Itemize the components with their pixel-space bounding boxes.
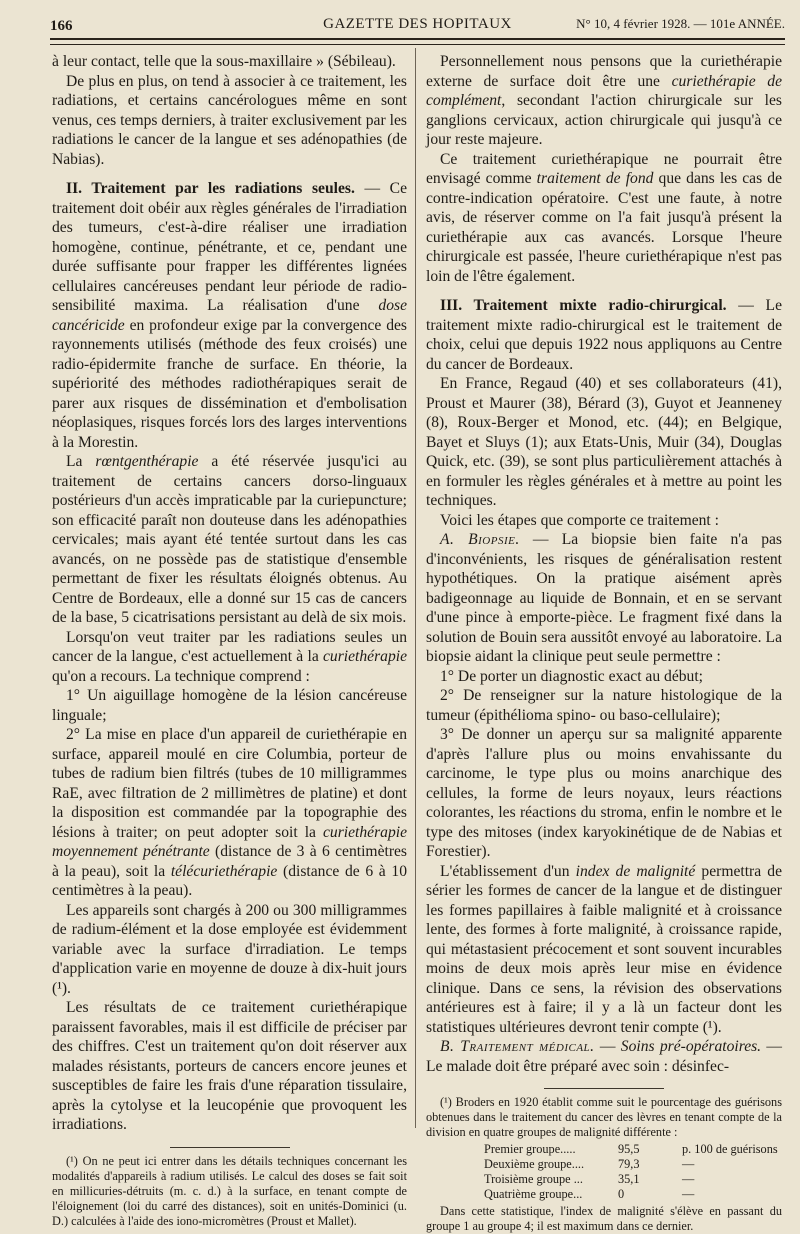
list-item: 1° Un aiguillage homogène de la lésion cancéreuse linguale; [52, 687, 407, 724]
page-header [50, 10, 785, 36]
footnote-rule [170, 1147, 290, 1148]
footnote: (¹) On ne peut ici entrer dans les détails techniques concernant les modalités d'appareils à radium utilisés. Le calcul des doses se fait soit en millicuries-détruits (m. c. d.) à la surface, en tenant compte de l'éloignement (loi du carré des distances), soit en unités-Dominici (u. D.) calculées à l'aide des iono-micromètres (Proust et Mallet). [52, 1153, 407, 1228]
list-item: 2° De renseigner sur la nature histologique de la tumeur (épithélioma spino- ou baso-cellulaire); [426, 687, 782, 724]
section-paragraph: III. Traitement mixte radio-chirurgical. — Le traitement mixte radio-chirurgical est le traitement de choix, celui que depuis 1922 nous appliquons au Centre du cancer de Bordeaux. [426, 297, 782, 373]
paragraph: Voici les étapes que comporte ce traitement : [440, 511, 719, 529]
left-column [52, 52, 407, 1229]
paragraph: La rœntgenthérapie a été réservée jusqu'ici au traitement de certains cancers dorso-linguaux postérieurs d'un accès impraticable par la curiepuncture; son efficacité paraît non douteuse dans les adénopathies cervicales; mais ayant été tentée surtout dans les cas avancés, on ne possède pas de statistique d'ensemble permettant de fixer les résultats éloignés obtenus. Au Centre de Bordeaux, elle a donné sur 15 cas de cancers de la base, 5 cicatrisations persistant au delà de six mois. [52, 453, 407, 626]
issue-info: N° 10, 4 février 1928. — 101e ANNÉE. [576, 16, 785, 31]
paragraph: à leur contact, telle que la sous-maxillaire » (Sébileau). [52, 53, 396, 70]
header-rule [50, 38, 785, 40]
table-row: Troisième groupe ... 35,1 — [484, 1172, 695, 1186]
column-divider [415, 48, 416, 1128]
subsection-paragraph: B. Traitement médical. — Soins pré-opératoires. — Le malade doit être préparé avec soin : désinfec- [426, 1038, 782, 1075]
list-item: 3° De donner un aperçu sur sa malignité apparente d'après l'allure plus ou moins envahissante du carcinome, le type plus ou moins anarchique des cellules, la forme de leurs noyaux, leurs réactions colorantes, les réactions du stroma, enfin le nombre et le type des mitoses (index karyokinétique de de Nabias et Forestier). [426, 726, 782, 860]
table-row: Premier groupe..... 95,5 p. 100 de guérisons [484, 1142, 778, 1156]
list-item: 1° De porter un diagnostic exact au début; [440, 667, 704, 685]
footnote-rule [544, 1088, 664, 1089]
paragraph: Personnellement nous pensons que la curiethérapie externe de surface doit être une curiethérapie de complément, secondant l'action chirurgicale sur les ganglions cervicaux, action chirurgicale qui jusqu'à ce jour reste majeure. [426, 53, 782, 148]
page-number: 166 [50, 18, 73, 34]
section-heading: II. Traitement par les radiations seules. [66, 180, 355, 197]
footnote: Dans cette statistique, l'index de malignité s'élève en passant du groupe 1 au groupe 4; il est maximum dans ce dernier. [426, 1204, 782, 1233]
table-row: Quatrième groupe... 0 — [484, 1187, 695, 1201]
paragraph: En France, Regaud (40) et ses collaborateurs (41), Proust et Maurer (38), Bérard (3), Guyot et Jeanneney (8), Roux-Berger et Monod, etc. (44); en Belgique, Bayet et Sluys (1); aux Etats-Unis, Muir (34), Douglas Quick, etc. (39), se sont plus particulièrement attachés à en formuler les règles générales et à mettre au point les techniques. [426, 375, 782, 509]
subsection-paragraph: A. Biopsie. — La biopsie bien faite n'a pas d'inconvénients, les risques de généralisation restent hypothétiques. On la pratique aisément après badigeonnage au liquide de Bonnain, et en se servant d'une pince à emporte-pièce. Le fragment fixé dans la solution de Bouin sera aussitôt envoyé au laboratoire. La biopsie aidant la clinique peut seule permettre : [426, 531, 782, 665]
footnote: (¹) Broders en 1920 établit comme suit le pourcentage des guérisons obtenues dans le traitement du cancer des lèvres en tenant compte de la division en quatre groupes de malignité différente : [426, 1095, 782, 1139]
section-heading: III. Traitement mixte radio-chirurgical. [440, 297, 727, 314]
section-paragraph: II. Traitement par les radiations seules. — Ce traitement doit obéir aux règles générales de l'irradiation des tumeurs, c'est-à-dire réaliser une irradiation homogène, continue, pénétrante, et ce, pendant une durée suffisante pour frapper les différentes lignées cellulaires cancéreuses pendant leur période de radio-sensibilité maxima. La réalisation d'une dose cancéricide en profondeur exige par la convergence des rayonnements utilisés (méthode des feux croisés) une radio-épidermite franche de surface. En théorie, la supériorité des méthodes radiothérapiques serait de parer aux risques de dissémination et d'embolisation néoplasiques, risques forcés lors des larges interventions à la Morestin. [52, 180, 408, 451]
list-item: 2° La mise en place d'un appareil de curiethérapie en surface, appareil moulé en cire Columbia, porteur de tubes de radium bien filtrés (tubes de 10 milligrammes RaE, avec filtration de 2 millimètres de platine) et dont la disposition est commandée par la topographie des lésions à traiter; on peut adopter soit la curiethérapie moyennement pénétrante (distance de 3 à 6 centimètres à la peau), soit la télécuriethérapie (distance de 6 à 10 centimètres à la peau). [52, 726, 408, 899]
paragraph: L'établissement d'un index de malignité permettra de sérier les formes de cancer de la langue et de distinguer les formes papillaires à faible malignité et à croissance lente, des formes à forte malignité, à croissance rapide, qui métastasient précocement et sont souvent incurables moins de deux mois après leur mise en évidence clinique. Dans ce sens, la révision des observations antérieures est à faire; il y a là un facteur dont les statistiques ultérieures devront tenir compte (¹). [426, 862, 782, 1036]
table-row: Deuxième groupe.... 79,3 — [484, 1157, 695, 1171]
right-column [426, 52, 782, 1234]
subsection-heading: B. Traitement médical. [440, 1038, 595, 1055]
header-rule-thin [50, 44, 785, 45]
paragraph: Lorsqu'on veut traiter par les radiations seules un cancer de la langue, c'est actuellement à la curiethérapie qu'on a recours. La technique comprend : [52, 628, 407, 685]
subsection-heading: A. Biopsie. [440, 531, 520, 548]
paragraph: De plus en plus, on tend à associer à ce traitement, les radiations, et certains cancérologues même en sont venus, ces temps derniers, à traiter exclusivement par les radiations le cancer de la langue et ses adénopathies (de Nabias). [52, 72, 407, 168]
statistics-table [484, 1142, 782, 1202]
paragraph: Ce traitement curiethérapique ne pourrait être envisagé comme traitement de fond que dans les cas de contre-indication opératoire. C'est une faute, à notre avis, de réserver comme on l'a fait jusqu'à présent la curiethérapie aux cas avancés. Lorsque l'heure chirurgicale est passée, l'heure curiethérapique n'est pas loin de l'être également. [426, 150, 782, 285]
journal-title: GAZETTE DES HOPITAUX [323, 16, 512, 32]
paragraph: Les appareils sont chargés à 200 ou 300 milligrammes de radium-élément et la dose employée est évidemment variable avec la surface d'irradiation. Le temps d'application varie en moyenne de douze à dix-huit jours (¹). [52, 901, 407, 997]
paragraph: Les résultats de ce traitement curiethérapique paraissent favorables, mais il est difficile de préciser par des chiffres. C'est un traitement qu'on doit réserver aux malades résistants, porteurs de cancers encore jeunes et susceptibles de faire les frais d'une réparation tissulaire, après la cytolyse et la leucopénie que provoquent les irradiations. [52, 999, 407, 1133]
